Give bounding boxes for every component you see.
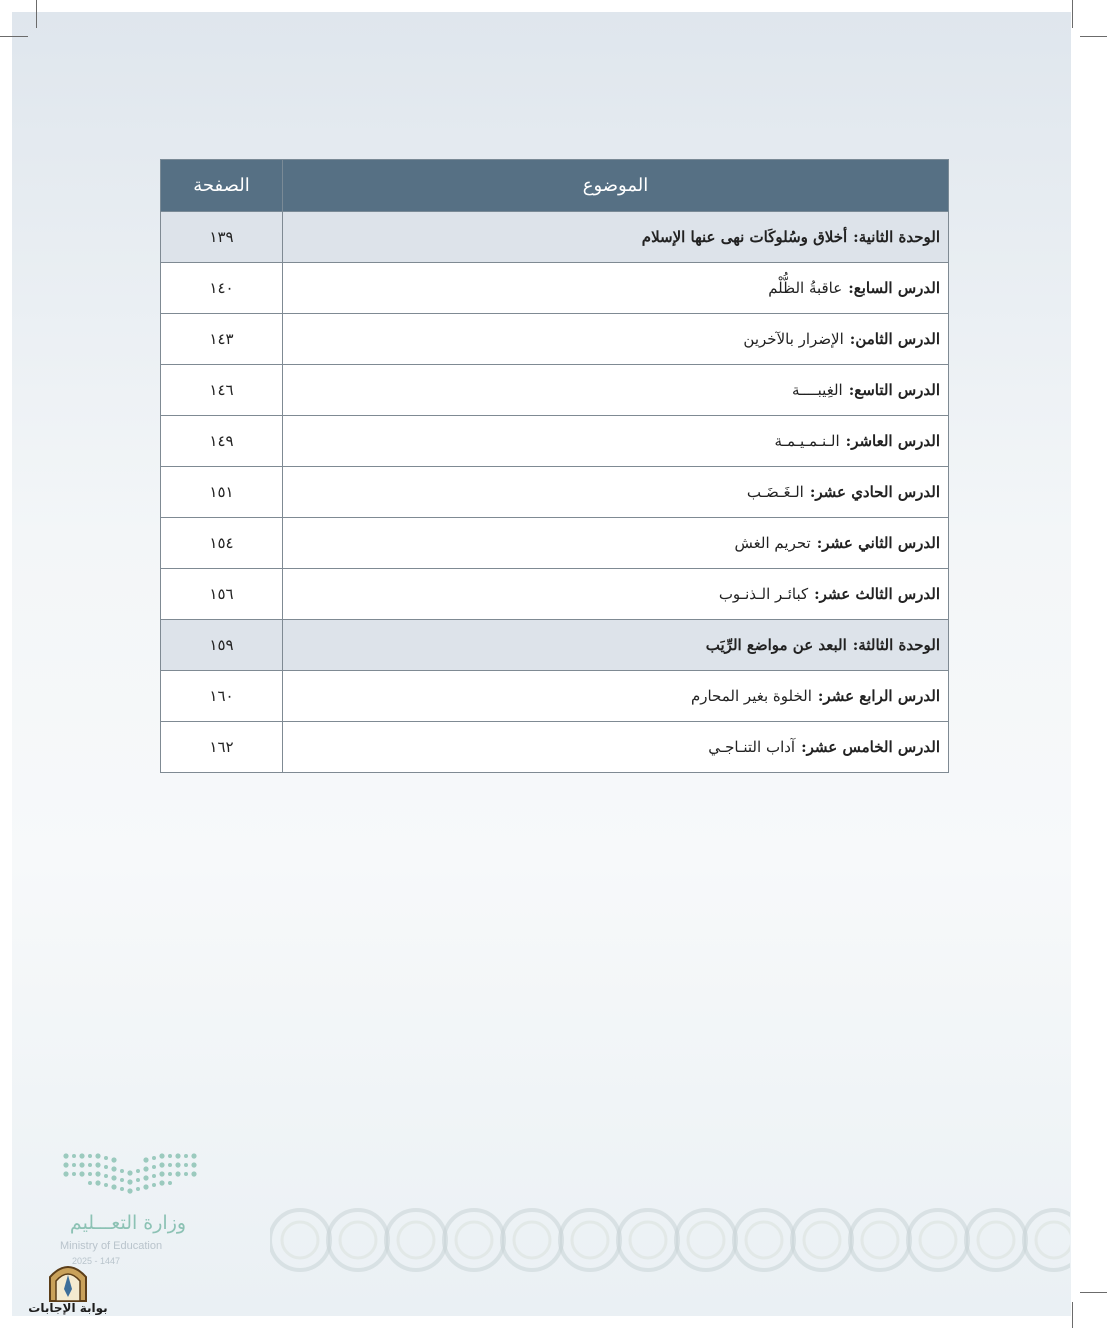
- row-title: الغِيبــــة: [792, 381, 843, 399]
- topic-cell: [283, 263, 949, 314]
- ornament-ring: [676, 1210, 736, 1270]
- lesson-row: [161, 365, 949, 416]
- page-number-cell: ١٥٤: [161, 518, 283, 569]
- logo-dot: [152, 1174, 156, 1178]
- table-header-row: [161, 160, 949, 212]
- logo-dot: [72, 1172, 76, 1176]
- logo-dot: [168, 1181, 172, 1185]
- row-title: الإضرار بالآخرين: [743, 330, 844, 348]
- ornament-inner-ring: [282, 1222, 318, 1258]
- lesson-row: [161, 416, 949, 467]
- logo-dot: [79, 1153, 84, 1158]
- ornament-inner-ring: [630, 1222, 666, 1258]
- logo-dot: [159, 1162, 164, 1167]
- logo-dot: [127, 1170, 132, 1175]
- logo-dot: [88, 1163, 92, 1167]
- logo-dot: [175, 1171, 180, 1176]
- ornament-ring: [966, 1210, 1026, 1270]
- crop-mark-top-left: [36, 0, 37, 28]
- ornament-ring: [850, 1210, 910, 1270]
- logo-english-text: Ministry of Education: [60, 1240, 163, 1252]
- lesson-row: [161, 467, 949, 518]
- logo-dot: [143, 1166, 148, 1171]
- topic-cell: [283, 467, 949, 518]
- ornament-ring: [734, 1210, 794, 1270]
- logo-dot: [152, 1156, 156, 1160]
- logo-arabic-text: وزارة التعـــليم: [69, 1212, 187, 1234]
- decorative-ornament-band: [270, 1190, 1070, 1290]
- topic-cell: [283, 416, 949, 467]
- ornament-inner-ring: [746, 1222, 782, 1258]
- ornament-ring: [908, 1210, 968, 1270]
- logo-dot: [95, 1153, 100, 1158]
- crop-mark-right-top: [1080, 36, 1107, 37]
- row-title: أخلاق وسُلوكَات نهى عنها الإسلام: [641, 228, 848, 246]
- ornament-ring: [444, 1210, 504, 1270]
- ornament-ring: [560, 1210, 620, 1270]
- ornament-inner-ring: [340, 1222, 376, 1258]
- logo-dot: [111, 1175, 116, 1180]
- page-number-cell: ١٤٣: [161, 314, 283, 365]
- row-title: آداب التنـاجـي: [708, 738, 796, 756]
- table-body: [161, 212, 949, 773]
- logo-dot: [159, 1171, 164, 1176]
- site-watermark: [28, 1255, 108, 1323]
- topic-cell: [283, 569, 949, 620]
- logo-dot: [120, 1169, 124, 1173]
- logo-dot: [111, 1166, 116, 1171]
- ornament-ring: [386, 1210, 446, 1270]
- lesson-row: [161, 671, 949, 722]
- topic-cell: [283, 365, 949, 416]
- unit-row: [161, 620, 949, 671]
- row-label: الوحدة الثانية:: [853, 228, 940, 246]
- row-title: كبائـر الـذنـوب: [718, 585, 809, 603]
- ornament-inner-ring: [456, 1222, 492, 1258]
- logo-dot: [88, 1181, 92, 1185]
- page-number-cell: ١٥١: [161, 467, 283, 518]
- topic-cell: [283, 212, 949, 263]
- watermark-text: بوابة الإجابات: [28, 1301, 108, 1315]
- ornament-ring: [1024, 1210, 1070, 1270]
- logo-dot: [175, 1162, 180, 1167]
- ornament-inner-ring: [398, 1222, 434, 1258]
- crop-mark-top-right: [1072, 0, 1073, 28]
- logo-dot: [152, 1165, 156, 1169]
- topic-cell: [283, 518, 949, 569]
- row-title: تحريم الغش: [734, 534, 811, 552]
- logo-year-text: 2025 - 1447: [72, 1256, 121, 1266]
- row-label: الدرس التاسع:: [848, 381, 940, 399]
- topic-cell: [283, 314, 949, 365]
- topic-cell: [283, 620, 949, 671]
- crop-mark-bottom-right: [1072, 1302, 1073, 1328]
- page-number-cell: ١٦٢: [161, 722, 283, 773]
- logo-dot: [88, 1154, 92, 1158]
- lesson-row: [161, 263, 949, 314]
- row-title: الخلوة بغير المحارم: [690, 687, 812, 705]
- row-title: عاقبةُ الظُّلْم: [768, 279, 843, 297]
- ornament-inner-ring: [804, 1222, 840, 1258]
- row-label: الدرس العاشر:: [845, 432, 940, 450]
- ornament-inner-ring: [688, 1222, 724, 1258]
- logo-dot: [79, 1171, 84, 1176]
- logo-dot: [120, 1178, 124, 1182]
- logo-dot: [104, 1165, 108, 1169]
- ornament-inner-ring: [862, 1222, 898, 1258]
- ornament-ring: [502, 1210, 562, 1270]
- page-number-cell: ١٥٦: [161, 569, 283, 620]
- logo-dot: [88, 1172, 92, 1176]
- ornament-inner-ring: [978, 1222, 1014, 1258]
- row-label: الدرس الرابع عشر:: [817, 687, 940, 705]
- row-label: الدرس الحادي عشر:: [809, 483, 940, 501]
- logo-dot: [72, 1154, 76, 1158]
- row-title: الـغَـضَـب: [746, 483, 804, 501]
- logo-dot: [175, 1153, 180, 1158]
- topic-column-header: الموضوع: [283, 160, 949, 212]
- row-label: الدرس السابع:: [848, 279, 940, 297]
- watermark-lantern-icon: [28, 1255, 108, 1303]
- logo-dot: [95, 1180, 100, 1185]
- logo-dot: [111, 1184, 116, 1189]
- logo-dot: [191, 1153, 196, 1158]
- row-label: الدرس الثالث عشر:: [814, 585, 940, 603]
- logo-dot: [63, 1153, 68, 1158]
- logo-dot: [143, 1184, 148, 1189]
- logo-dot: [184, 1154, 188, 1158]
- logo-dot: [168, 1172, 172, 1176]
- logo-dot: [104, 1156, 108, 1160]
- logo-dot: [191, 1171, 196, 1176]
- row-label: الدرس الثامن:: [849, 330, 940, 348]
- row-title: الـنـمـيـمـة: [774, 432, 840, 450]
- logo-dot: [191, 1162, 196, 1167]
- ornament-inner-ring: [1036, 1222, 1070, 1258]
- logo-dot: [79, 1162, 84, 1167]
- logo-dot: [136, 1169, 140, 1173]
- ornament-ring: [618, 1210, 678, 1270]
- logo-dot: [136, 1187, 140, 1191]
- ornament-ring: [270, 1210, 330, 1270]
- logo-dot: [184, 1163, 188, 1167]
- logo-dot: [159, 1180, 164, 1185]
- crop-mark-left-top: [0, 36, 28, 37]
- logo-dot: [111, 1157, 116, 1162]
- row-label: الوحدة الثالثة:: [852, 636, 940, 654]
- logo-dot: [127, 1188, 132, 1193]
- logo-dot: [143, 1157, 148, 1162]
- logo-dot: [95, 1162, 100, 1167]
- page-number-cell: ١٣٩: [161, 212, 283, 263]
- logo-dot: [152, 1183, 156, 1187]
- lesson-row: [161, 518, 949, 569]
- page-number-cell: ١٥٩: [161, 620, 283, 671]
- lesson-row: [161, 569, 949, 620]
- row-title: البعد عن مواضع الرِّيَب: [705, 636, 847, 654]
- ornament-ring: [792, 1210, 852, 1270]
- logo-dot: [136, 1178, 140, 1182]
- lesson-row: [161, 722, 949, 773]
- ornament-inner-ring: [920, 1222, 956, 1258]
- logo-dot: [168, 1163, 172, 1167]
- logo-dot: [168, 1154, 172, 1158]
- topic-cell: [283, 671, 949, 722]
- page-column-header: الصفحة: [161, 160, 283, 212]
- logo-dot: [63, 1162, 68, 1167]
- ornament-inner-ring: [514, 1222, 550, 1258]
- logo-dot: [72, 1163, 76, 1167]
- logo-dot: [184, 1172, 188, 1176]
- logo-dot: [95, 1171, 100, 1176]
- ornament-inner-ring: [572, 1222, 608, 1258]
- page-number-cell: ١٤٦: [161, 365, 283, 416]
- page-number-cell: ١٤٩: [161, 416, 283, 467]
- logo-dot: [63, 1171, 68, 1176]
- page-number-cell: ١٤٠: [161, 263, 283, 314]
- logo-dot: [143, 1175, 148, 1180]
- unit-row: [161, 212, 949, 263]
- crop-mark-right-bottom: [1080, 1292, 1107, 1293]
- logo-dot: [159, 1153, 164, 1158]
- table-of-contents: [160, 159, 949, 773]
- logo-dot: [127, 1179, 132, 1184]
- page-number-cell: ١٦٠: [161, 671, 283, 722]
- lesson-row: [161, 314, 949, 365]
- logo-dot: [104, 1174, 108, 1178]
- row-label: الدرس الخامس عشر:: [801, 738, 940, 756]
- ornament-ring: [328, 1210, 388, 1270]
- row-label: الدرس الثاني عشر:: [816, 534, 940, 552]
- logo-dots-mark: [62, 1152, 197, 1200]
- topic-cell: [283, 722, 949, 773]
- logo-dot: [120, 1187, 124, 1191]
- logo-dot: [104, 1183, 108, 1187]
